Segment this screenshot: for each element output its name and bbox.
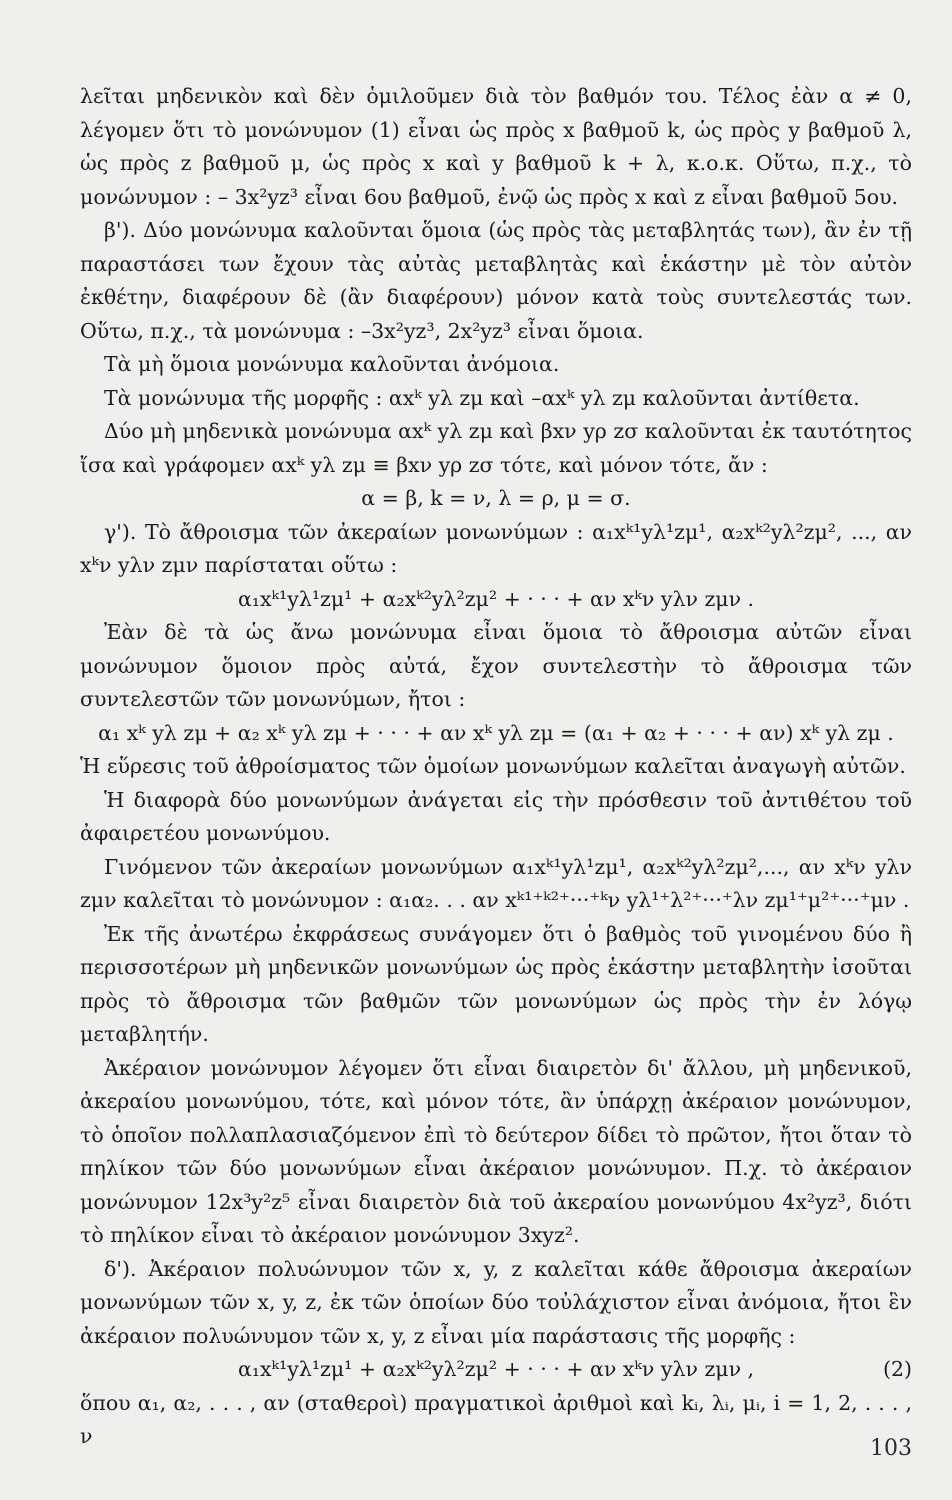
paragraph-identically-equal: Δύο μὴ μηδενικὰ μονώνυμα αxᵏ yλ zμ καὶ βxν yρ zσ καλοῦνται ἐκ ταυτότητος ἴσα καὶ γράφομεν αxᵏ yλ zμ ≡ βxν yρ zσ τότε, καὶ μόνον τότε, ἄν : xyxy=(80,419,912,477)
equation-equalities: α = β, k = ν, λ = ρ, μ = σ. xyxy=(361,486,631,510)
paragraph-product: Γινόμενον τῶν ἀκεραίων μονωνύμων α₁xᵏ¹yλ¹zμ¹, α₂xᵏ²yλ²zμ²,..., αν xᵏν yλν zμν καλεῖται τὸ μονώνυμον : α₁α₂. . . αν xᵏ¹⁺ᵏ²⁺···⁺ᵏν yλ¹⁺λ²⁺···⁺λν zμ¹⁺μ²⁺···⁺μν . xyxy=(80,854,912,912)
paragraph-degree: λεῖται μηδενικὸν καὶ δὲν ὁμιλοῦμεν διὰ τὸν βαθμόν του. Τέλος ἐὰν α ≠ 0, λέγομεν ὅτι τὸ μονώνυμον (1) εἶναι ὡς πρὸς x βαθμοῦ k, ὡς πρὸς y βαθμοῦ λ, ὡς πρὸς z βαθμοῦ μ, ὡς πρὸς x καὶ y βαθμοῦ k + λ, κ.ο.κ. Οὕτω, π.χ., τὸ μονώνυμον : – 3x²yz³ εἶναι 6ου βαθμοῦ, ἐνῷ ὡς πρὸς x καὶ z εἶναι βαθμοῦ 5ου. xyxy=(80,84,912,209)
paragraph-product-degree: Ἐκ τῆς ἀνωτέρω ἐκφράσεως συνάγομεν ὅτι ὁ βαθμὸς τοῦ γινομένου δύο ἢ περισσοτέρων μὴ μηδενικῶν μονωνύμων ὡς πρὸς ἑκάστην μεταβλητὴν ἰσοῦται πρὸς τὸ ἄθροισμα τῶν βαθμῶν τῶν μονωνύμων ὡς πρὸς τὴν ἐν λόγῳ μεταβλητήν. xyxy=(80,921,912,1046)
paragraph-reduction: Ἡ εὕρεσις τοῦ ἀθροίσματος τῶν ὁμοίων μονωνύμων καλεῖται ἀναγωγὴ αὐτῶν. xyxy=(80,754,906,778)
paragraph-opposite: Τὰ μονώνυμα τῆς μορφῆς : αxᵏ yλ zμ καὶ –αxᵏ yλ zμ καλοῦνται ἀντίθετα. xyxy=(104,385,860,410)
paragraph-sum: γ'). Τὸ ἄθροισμα τῶν ἀκεραίων μονωνύμων : α₁xᵏ¹yλ¹zμ¹, α₂xᵏ²yλ²zμ², ..., αν xᵏν yλν zμν παρίσταται οὕτω : xyxy=(80,519,912,577)
equation-number: (2) xyxy=(882,1357,912,1381)
paragraph-where: ὅπου α₁, α₂, . . . , αν (σταθεροὶ) πραγματικοὶ ἀριθμοὶ καὶ kᵢ, λᵢ, μᵢ, i = 1, 2, . . . , ν xyxy=(80,1390,912,1448)
equation-sum: α₁xᵏ¹yλ¹zμ¹ + α₂xᵏ²yλ²zμ² + · · · + αν xᵏν yλν zμν . xyxy=(237,586,755,611)
paragraph-difference: Ἡ διαφορὰ δύο μονωνύμων ἀνάγεται εἰς τὴν πρόσθεσιν τοῦ ἀντιθέτου τοῦ ἀφαιρετέου μονωνύμου. xyxy=(80,787,912,845)
equation-polynomial xyxy=(80,1353,912,1387)
paragraph-dissimilar: Τὰ μὴ ὅμοια μονώνυμα καλοῦνται ἀνόμοια. xyxy=(104,352,560,376)
equation-sum-similar: α₁ xᵏ yλ zμ + α₂ xᵏ yλ zμ + · · · + αν xᵏ yλ zμ = (α₁ + α₂ + · · · + αν) xᵏ yλ zμ . xyxy=(98,720,894,745)
paragraph-sum-similar: Ἐὰν δὲ τὰ ὡς ἄνω μονώνυμα εἶναι ὅμοια τὸ ἄθροισμα αὐτῶν εἶναι μονώνυμον ὅμοιον πρὸς αὐτά, ἔχον συντελεστὴν τὸ ἄθροισμα τῶν συντελεστῶν τῶν μονωνύμων, ἤτοι : xyxy=(80,620,912,711)
paragraph-similar-monomials: β'). Δύο μονώνυμα καλοῦνται ὅμοια (ὡς πρὸς τὰς μεταβλητάς των), ἂν ἐν τῇ παραστάσει των ἔχουν τὰς αὐτὰς μεταβλητὰς καὶ ἑκάστην μὲ τὸν αὐτὸν ἐκθέτην, διαφέρουν δὲ (ἂν διαφέρουν) μόνον κατὰ τοὺς συντελεστάς των. Οὕτω, π.χ., τὰ μονώνυμα : –3x²yz³, 2x²yz³ εἶναι ὅμοια. xyxy=(80,218,912,343)
equation-polynomial-body: α₁xᵏ¹yλ¹zμ¹ + α₂xᵏ²yλ²zμ² + · · · + αν xᵏν yλν zμν , xyxy=(237,1357,755,1381)
paragraph-divisible: Ἀκέραιον μονώνυμον λέγομεν ὅτι εἶναι διαιρετὸν δι' ἄλλου, μὴ μηδενικοῦ, ἀκεραίου μονωνύμου, τότε, καὶ μόνον τότε, ἂν ὑπάρχῃ ἀκέραιον μονώνυμον, τὸ ὁποῖον πολλαπλασιαζόμενον ἐπὶ τὸ δεύτερον δίδει τὸ πρῶτον, ἤτοι ὅταν τὸ πηλίκον τῶν δύο μονωνύμων εἶναι ἀκέραιον μονώνυμον. Π.χ. τὸ ἀκέραιον μονώνυμον 12x³y²z⁵ εἶναι διαιρετὸν διὰ τοῦ ἀκεραίου μονωνύμου 4x²yz³, διότι τὸ πηλίκον εἶναι τὸ ἀκέραιον μονώνυμον 3xyz². xyxy=(80,1055,912,1247)
paragraph-polynomial: δ'). Ἀκέραιον πολυώνυμον τῶν x, y, z καλεῖται κάθε ἄθροισμα ἀκεραίων μονωνύμων τῶν x, y, z, ἐκ τῶν ὁποίων δύο τοὐλάχιστον εἶναι ἀνόμοια, ἤτοι ἓν ἀκέραιον πολυώνυμον τῶν x, y, z εἶναι μία παράστασις τῆς μορφῆς : xyxy=(80,1256,912,1348)
page-number: 103 xyxy=(870,1436,912,1461)
page-body xyxy=(80,80,912,1454)
